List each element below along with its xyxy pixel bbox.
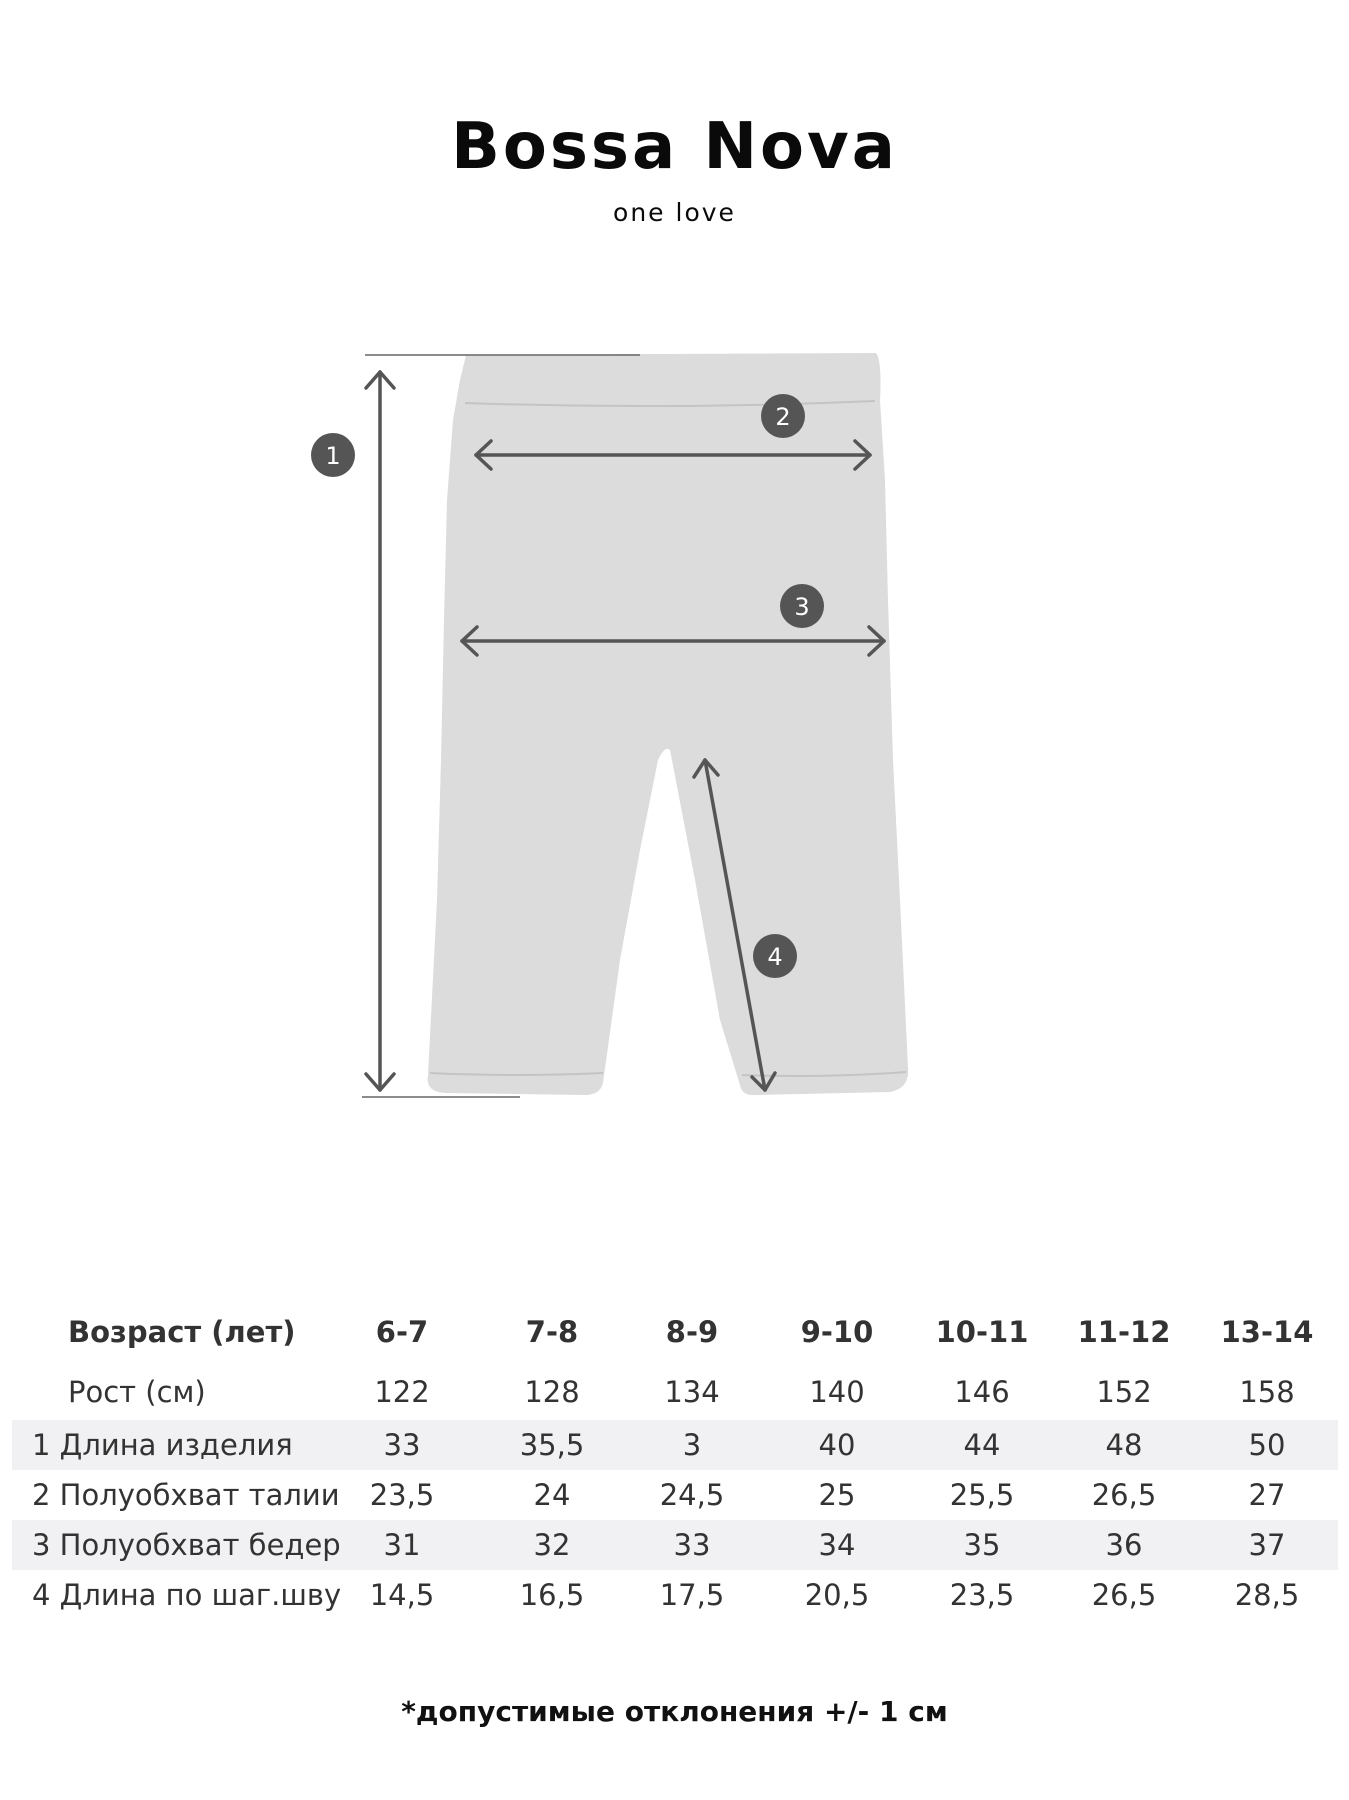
pants-illustration <box>428 353 909 1095</box>
table-row <box>12 1570 1338 1620</box>
table-row <box>12 1470 1338 1520</box>
table-cell: 17,5 <box>659 1578 725 1612</box>
tolerance-note: *допустимые отклонения +/- 1 см <box>401 1695 948 1728</box>
table-cell: 44 <box>963 1428 1001 1462</box>
table-cell: 23,5 <box>949 1578 1015 1612</box>
length-arrow <box>366 372 394 1090</box>
marker-3 <box>780 584 824 628</box>
table-cell: 25,5 <box>949 1478 1015 1512</box>
table-header-cell: 6-7 <box>375 1315 429 1349</box>
row-label: Рост (см) <box>68 1375 206 1409</box>
pants-measurement-diagram <box>0 300 1349 1120</box>
brand-tagline: one love <box>613 198 736 227</box>
table-cell: 28,5 <box>1234 1578 1300 1612</box>
table-cell: 48 <box>1105 1428 1143 1462</box>
marker-2 <box>761 394 805 438</box>
table-row <box>12 1520 1338 1570</box>
row-label: 1 Длина изделия <box>32 1428 293 1462</box>
table-cell: 27 <box>1248 1478 1286 1512</box>
table-header-cell: 10-11 <box>935 1315 1029 1349</box>
table-header-cell: 8-9 <box>665 1315 719 1349</box>
table-cell: 16,5 <box>519 1578 585 1612</box>
table-cell: 35 <box>963 1528 1001 1562</box>
table-cell: 36 <box>1105 1528 1143 1562</box>
table-cell: 50 <box>1248 1428 1286 1462</box>
table-cell: 37 <box>1248 1528 1286 1562</box>
row-label: 2 Полуобхват талии <box>32 1478 340 1512</box>
brand-name: Bossa Nova <box>451 110 898 184</box>
table-cell: 146 <box>954 1375 1010 1409</box>
brand-logo <box>0 110 1349 227</box>
table-cell: 35,5 <box>519 1428 585 1462</box>
marker-1 <box>311 433 355 477</box>
table-cell: 20,5 <box>804 1578 870 1612</box>
table-cell: 3 <box>682 1428 702 1462</box>
table-row <box>12 1420 1338 1470</box>
table-cell: 40 <box>818 1428 856 1462</box>
size-table <box>12 1300 1338 1620</box>
table-header-cell: 9-10 <box>800 1315 874 1349</box>
row-label: 4 Длина по шаг.шву <box>32 1578 342 1612</box>
table-cell: 31 <box>383 1528 421 1562</box>
table-cell: 140 <box>809 1375 865 1409</box>
table-cell: 23,5 <box>369 1478 435 1512</box>
table-cell: 14,5 <box>369 1578 435 1612</box>
table-cell: 24,5 <box>659 1478 725 1512</box>
marker-4 <box>753 934 797 978</box>
marker-2-label: 2 <box>775 403 791 431</box>
table-cell: 128 <box>524 1375 580 1409</box>
table-cell: 122 <box>374 1375 430 1409</box>
table-cell: 34 <box>818 1528 856 1562</box>
table-row <box>12 1364 1338 1420</box>
table-header-cell: 13-14 <box>1220 1315 1314 1349</box>
table-cell: 24 <box>533 1478 571 1512</box>
table-cell: 32 <box>533 1528 571 1562</box>
table-cell: 26,5 <box>1091 1478 1157 1512</box>
marker-4-label: 4 <box>767 943 783 971</box>
marker-1-label: 1 <box>325 442 341 470</box>
table-header-cell: 7-8 <box>525 1315 579 1349</box>
table-cell: 25 <box>818 1478 856 1512</box>
table-cell: 134 <box>664 1375 720 1409</box>
age-header: Возраст (лет) <box>68 1315 296 1349</box>
table-header-row <box>12 1300 1338 1364</box>
table-cell: 26,5 <box>1091 1578 1157 1612</box>
table-cell: 152 <box>1096 1375 1152 1409</box>
row-label: 3 Полуобхват бедер <box>32 1528 341 1562</box>
table-cell: 158 <box>1239 1375 1295 1409</box>
table-cell: 33 <box>383 1428 421 1462</box>
table-cell: 33 <box>673 1528 711 1562</box>
table-header-cell: 11-12 <box>1077 1315 1171 1349</box>
marker-3-label: 3 <box>794 593 810 621</box>
